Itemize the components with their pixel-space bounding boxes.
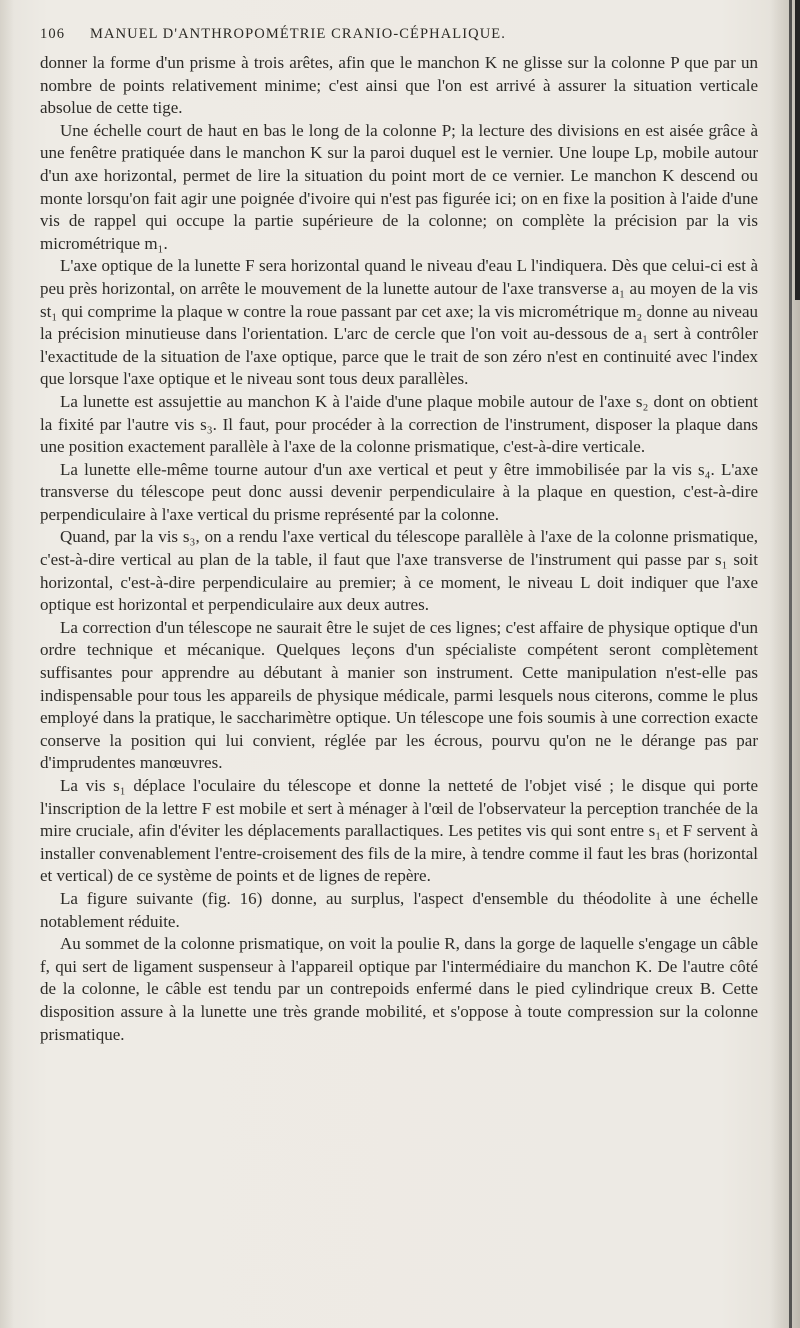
page-number: 106 (40, 26, 66, 42)
paragraph-5: La lunette elle-même tourne autour d'un axe vertical et peut y être immobilisée par la vis s₄. L'axe transverse du télescope peut donc aussi devenir perpendiculaire à la plaque en question, c'est-à-dire perpendiculaire à l'axe vertical du prisme représenté par la colonne. (40, 459, 758, 524)
paragraph-7: La correction d'un télescope ne saurait être le sujet de ces lignes; c'est affaire de physique optique d'un ordre technique et mécanique. Quelques leçons d'un spécialiste compétent seront complètement suffisantes pour apprendre au débutant à manier son instrument. Cette manipulation n'est-elle pas indispensable pour tous les appareils de physique médicale, parmi lesquels nous citerons, comme le plus employé dans la pratique, le saccharimètre optique. Un télescope une fois soumis à une correction exacte conserve la position qui lui convient, réglée par les écrous, pourvu qu'on ne le dérange pas par d'imprudentes manœuvres. (40, 617, 758, 773)
running-title: MANUEL D'ANTHROPOMÉTRIE CRANIO-CÉPHALIQUE. (90, 26, 506, 42)
running-header (40, 26, 755, 48)
body-text (40, 52, 758, 1046)
scan-border-corner (795, 0, 800, 300)
page-gutter-shadow (0, 0, 14, 1328)
paragraph-3: L'axe optique de la lunette F sera horizontal quand le niveau d'eau L l'indiquera. Dès que celui-ci est à peu près horizontal, on arrête le mouvement de la lunette autour de l'axe transverse a₁ au moyen de la vis st₁ qui comprime la plaque w contre la roue passant par cet axe; la vis micrométrique m₂ donne au niveau la précision minutieuse dans l'orientation. L'arc de cercle que l'on voit au-dessous de a₁ sert à contrôler l'exactitude de la situation de l'axe optique, parce que le trait de son zéro n'est en continuité avec l'index que lorsque l'axe optique et le niveau sont tous deux parallèles. (40, 256, 758, 389)
paragraph-6: Quand, par la vis s₃, on a rendu l'axe vertical du télescope parallèle à l'axe de la colonne prismatique, c'est-à-dire vertical au plan de la table, il faut que l'axe transverse de l'instrument qui passe par s₁ soit horizontal, c'est-à-dire perpendiculaire au premier; à ce moment, le niveau L doit indiquer que l'axe optique est horizontal et perpendiculaire aux deux autres. (40, 527, 758, 615)
paragraph-1: donner la forme d'un prisme à trois arêtes, afin que le manchon K ne glisse sur la colonne P que par un nombre de points relativement minime; c'est ainsi que l'on est arrivé à assurer la situation verticale absolue de cette tige. (40, 53, 758, 118)
scan-border-line (789, 0, 792, 1328)
paragraph-4: La lunette est assujettie au manchon K à l'aide d'une plaque mobile autour de l'axe s₂ dont on obtient la fixité par l'autre vis s₃. Il faut, pour procéder à la correction de l'instrument, disposer la plaque dans une position exactement parallèle à l'axe de la colonne prismatique, c'est-à-dire verticale. (40, 391, 758, 457)
paragraph-10: Au sommet de la colonne prismatique, on voit la poulie R, dans la gorge de laquelle s'engage un câble f, qui sert de ligament suspenseur à l'appareil optique par l'intermédiaire du manchon K. De l'autre côté de la colonne, le câble est tendu par un contrepoids enfermé dans le pied cylindrique creux B. Cette disposition assure à la lunette une très grande mobilité, et s'oppose à toute compression sur la colonne prismatique. (40, 934, 758, 1044)
paragraph-9: La figure suivante (fig. 16) donne, au surplus, l'aspect d'ensemble du théodolite à une échelle notablement réduite. (40, 888, 758, 931)
paragraph-2: Une échelle court de haut en bas le long de la colonne P; la lecture des divisions en est aisée grâce à une fenêtre pratiquée dans le manchon K sur la paroi duquel est le vernier. Une loupe Lp, mobile autour d'un axe horizontal, permet de lire la situation du point mort de ce vernier. Le manchon K descend ou monte lorsqu'on fait agir une poignée d'ivoire qui n'est pas figurée ici; on en fixe la position à l'aide d'une vis de rappel qui occupe la partie supérieure de la colonne; on complète la précision par la vis micrométrique m₁. (40, 120, 758, 253)
paragraph-8: La vis s₁ déplace l'oculaire du télescope et donne la netteté de l'objet visé ; le disque qui porte l'inscription de la lettre F est mobile et sert à ménager à l'œil de l'observateur la perception tranchée de la mire cruciale, afin d'éviter les déplacements parallactiques. Les petites vis qui sont entre s₁ et F servent à installer convenablement l'entre-croisement des fils de la mire, à tendre comme il faut les bras (horizontal et vertical) de ce système de points et de lignes de repère. (40, 776, 758, 886)
